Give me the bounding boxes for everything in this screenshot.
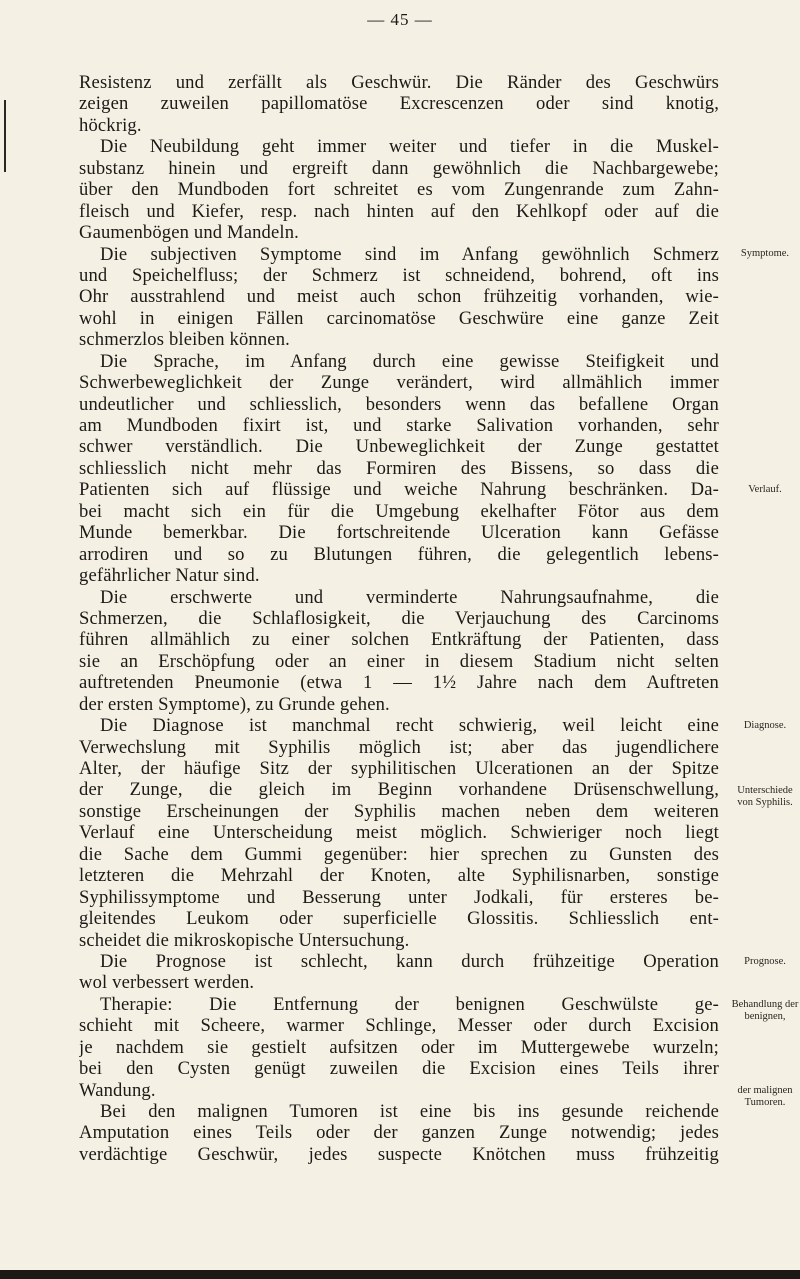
margin-note-symptome: Symptome.: [740, 248, 790, 259]
text-line: schwer verständlich. Die Unbeweglichkeit der Zunge gestattet: [79, 436, 719, 458]
text-line: die Sache dem Gummi gegenüber: hier sprechen zu Gunsten des: [79, 843, 719, 865]
text-line: zeigen zuweilen papillomatöse Excrescenzen oder sind knotig,: [79, 93, 719, 115]
page-number: — 45 —: [367, 10, 433, 29]
text-line: über den Mundboden fort schreitet es vom Zungenrande zum Zahn-: [79, 179, 719, 201]
text-line: Alter, der häufige Sitz der syphilitischen Ulcerationen an der Spitze: [79, 758, 719, 779]
text-line: Die Prognose ist schlecht, kann durch frühzeitige Operation: [100, 950, 719, 972]
text-line: Die Sprache, im Anfang durch eine gewisse Steifigkeit und: [100, 350, 719, 372]
text-line: der Zunge, die gleich im Beginn vorhandene Drüsenschwellung,: [79, 779, 719, 801]
text-line: Schwerbeweglichkeit der Zunge verändert, wird allmählich immer: [79, 372, 719, 394]
text-line: wol verbessert werden.: [79, 972, 255, 994]
text-line: Munde bemerkbar. Die fortschreitende Ulceration kann Gefässe: [79, 522, 719, 544]
margin-note-malignen: der malignen Tumoren.: [737, 1085, 793, 1108]
text-line: Patienten sich auf flüssige und weiche Nahrung beschränken. Da-: [79, 479, 719, 501]
text-line: undeutlicher und schliesslich, besonders wenn das befallene Organ: [79, 393, 719, 415]
scan-edge-bar: [0, 1270, 800, 1279]
margin-note-unterschiede: Unterschiede von Syphilis.: [737, 785, 793, 808]
text-line: substanz hinein und ergreift dann gewöhnlich die Nachbargewebe;: [79, 157, 719, 179]
text-line: gefährlicher Natur sind.: [79, 565, 260, 587]
margin-note-verlauf: Verlauf.: [748, 484, 782, 495]
text-line: Die subjectiven Symptome sind im Anfang gewöhnlich Schmerz: [100, 243, 719, 265]
text-line: gleitendes Leukom oder superficielle Glossitis. Schliesslich ent-: [79, 908, 719, 930]
text-line: Amputation eines Teils oder der ganzen Zunge notwendig; jedes: [79, 1122, 719, 1144]
text-line: schieht mit Scheere, warmer Schlinge, Messer oder durch Excision: [79, 1015, 719, 1037]
text-line: und Speichelfluss; der Schmerz ist schneidend, bohrend, oft ins: [79, 264, 719, 286]
text-line: auftretenden Pneumonie (etwa 1 — 1½ Jahre nach dem Auftreten: [79, 672, 719, 694]
text-line: fleisch und Kiefer, resp. nach hinten auf den Kehlkopf oder auf die: [79, 200, 719, 222]
text-line: Die erschwerte und verminderte Nahrungsaufnahme, die: [100, 586, 719, 608]
text-line: Die Neubildung geht immer weiter und tiefer in die Muskel-: [100, 136, 719, 158]
text-line: verdächtige Geschwür, jedes suspecte Knötchen muss frühzeitig: [79, 1143, 719, 1165]
body-text: [79, 72, 719, 1165]
text-line: Ohr ausstrahlend und meist auch schon frühzeitig vorhanden, wie-: [79, 286, 719, 308]
text-line: bei den Cysten genügt zuweilen die Excision eines Teils ihrer: [79, 1058, 719, 1080]
text-line: wohl in einigen Fällen carcinomatöse Geschwüre eine ganze Zeit: [79, 307, 719, 329]
margin-rule: [4, 100, 6, 172]
text-line: Schmerzen, die Schlaflosigkeit, die Verjauchung des Carcinoms: [79, 607, 719, 629]
text-line: Verwechslung mit Syphilis möglich ist; aber das jugendlichere: [79, 736, 719, 758]
text-line: sie an Erschöpfung oder an einer in diesem Stadium nicht selten: [79, 650, 719, 672]
text-line: bei macht sich ein für die Umgebung ekelhafter Fötor aus dem: [79, 500, 719, 522]
text-line: am Mundboden fixirt ist, und starke Salivation vorhanden, sehr: [79, 415, 719, 436]
margin-note-behandlung: Behandlung der benignen,: [731, 999, 799, 1022]
text-line: Bei den malignen Tumoren ist eine bis ins gesunde reichende: [100, 1101, 719, 1122]
text-line: arrodiren und so zu Blutungen führen, die gelegentlich lebens-: [79, 543, 719, 565]
text-line: Syphilissymptome und Besserung unter Jodkali, für ersteres be-: [79, 886, 719, 908]
text-line: Verlauf eine Unterscheidung meist möglich. Schwieriger noch liegt: [79, 822, 719, 844]
text-line: letzteren die Mehrzahl der Knoten, alte Syphilisnarben, sonstige: [79, 865, 719, 887]
text-line: der ersten Symptome), zu Grunde gehen.: [79, 693, 390, 715]
text-line: schliesslich nicht mehr das Formiren des Bissens, so dass die: [79, 457, 719, 479]
margin-note-prognose: Prognose.: [744, 956, 786, 967]
text-line: Die Diagnose ist manchmal recht schwierig, weil leicht eine: [100, 715, 719, 737]
text-line: schmerzlos bleiben können.: [79, 329, 290, 351]
text-line: je nachdem sie gestielt aufsitzen oder im Muttergewebe wurzeln;: [79, 1036, 719, 1058]
text-line: höckrig.: [79, 114, 142, 136]
text-line: Therapie: Die Entfernung der benignen Geschwülste ge-: [100, 993, 719, 1015]
text-line: Resistenz und zerfällt als Geschwür. Die Ränder des Geschwürs: [79, 72, 719, 93]
text-line: scheidet die mikroskopische Untersuchung.: [79, 929, 410, 951]
margin-note-diagnose: Diagnose.: [743, 720, 787, 731]
text-line: führen allmählich zu einer solchen Entkräftung der Patienten, dass: [79, 629, 719, 651]
text-line: Gaumenbögen und Mandeln.: [79, 222, 299, 244]
text-line: Wandung.: [79, 1079, 156, 1101]
text-line: sonstige Erscheinungen der Syphilis machen neben dem weiteren: [79, 800, 719, 822]
